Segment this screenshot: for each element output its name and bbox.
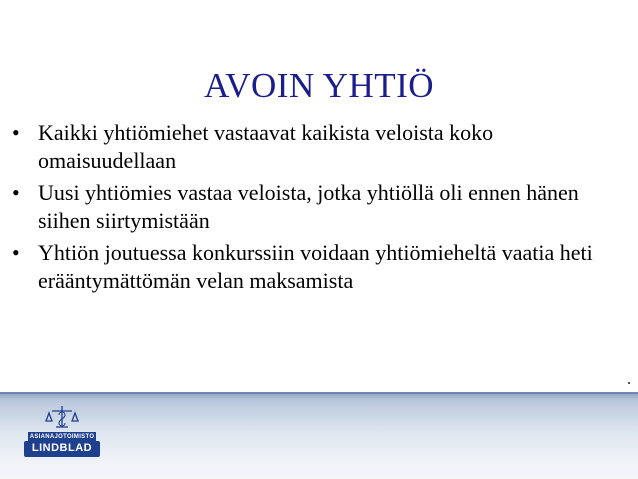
logo-name: LINDBLAD: [31, 442, 93, 454]
slide-title: AVOIN YHTIÖ: [203, 66, 435, 105]
bullet-marker: •: [12, 120, 20, 145]
bullet-marker: •: [12, 240, 20, 265]
bullet-text: Yhtiön joutuessa konkurssiin voidaan yhtiömieheltä vaatia heti erääntymättömän velan maksamista: [38, 240, 593, 293]
logo-subtitle: ASIANAJOTOIMISTO: [29, 434, 95, 440]
footer-rule: [0, 392, 638, 394]
bullet-text: Uusi yhtiömies vastaa veloista, jotka yhtiöllä oli ennen hänen siihen siirtymistään: [38, 180, 579, 233]
bullet-marker: •: [12, 180, 20, 205]
corner-mark: [628, 382, 630, 384]
bullet-text: Kaikki yhtiömiehet vastaavat kaikista veloista koko omaisuudellaan: [38, 120, 494, 173]
bullet-item: [12, 119, 622, 175]
bullet-list: [12, 119, 622, 299]
bullet-item: [12, 179, 622, 235]
bullet-item: [12, 239, 622, 295]
